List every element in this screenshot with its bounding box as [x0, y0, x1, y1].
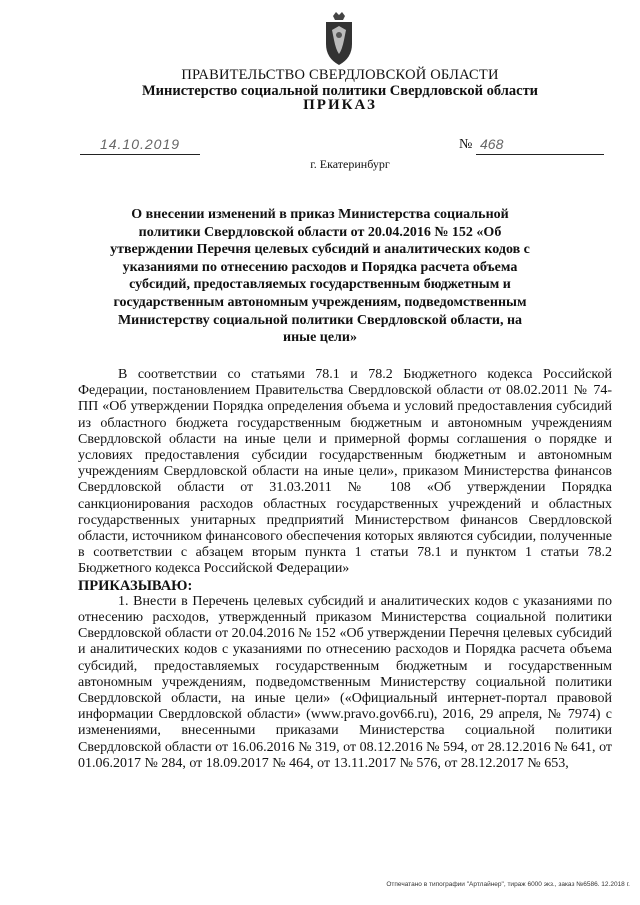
document-body [78, 367, 612, 772]
government-name: ПРАВИТЕЛЬСТВО СВЕРДЛОВСКОЙ ОБЛАСТИ [181, 67, 499, 83]
print-footer: Отпечатано в типографии "Артлайнер", тираж 6000 экз., заказ №6586. 12.2018 г. [386, 881, 630, 888]
order-date: 14.10.2019 [80, 134, 200, 155]
preamble-paragraph: В соответствии со статьями 78.1 и 78.2 Бюджетного кодекса Российской Федерации, постановлением Правительства Свердловской области от 08.02.2011 № 74-ПП «Об утверждении Порядка определения объема и условий предоставления субсидий из областного бюджета государственным бюджетным и автономным учреждениям Свердловской области на иные цели и примерной формы соглашения о порядке и условиях предоставления субсидии государственным бюджетным и автономным учреждениям Свердловской области на иные цели», приказом Министерства финансов Свердловской области от 31.03.2011 № 108 «Об утверждении Порядка санкционирования расходов областных государственных учреждений и областных государственных унитарных предприятий Министерством финансов Свердловской области, источником финансового обеспечения которых являются субсидии, полученные в соответствии с абзацем вторым пункта 1 статьи 78.1 и пунктом 1 статьи 78.2 Бюджетного кодекса Российской Федерации» [78, 367, 612, 577]
city: г. Екатеринбург [310, 157, 390, 171]
order-keyword: ПРИКАЗЫВАЮ: [78, 577, 193, 594]
item-1-paragraph: 1. Внести в Перечень целевых субсидий и аналитических кодов с указаниями по отнесению расходов, утвержденный приказом Министерства социальной политики Свердловской области от 20.04.2016 № 152 «Об утверждении Перечня целевых субсидий и аналитических кодов с указаниями по отнесению расходов и Порядка расчета объема субсидий, предоставляемых государственным бюджетным и государственным автономным учреждениям, подведомственным Министерству социальной политики Свердловской области, на иные цели» («Официальный интернет-портал правовой информации Свердловской области» (www.pravo.gov66.ru), 2016, 29 апреля, № 7974) с изменениями, внесенными приказами Министерства социальной политики Свердловской области от 16.06.2016 № 319, от 08.12.2016 № 594, от 28.12.2016 № 641, от 01.06.2017 № 284, от 18.09.2017 № 464, от 13.11.2017 № 576, от 28.12.2017 № 653, [78, 593, 612, 771]
document-title: О внесении изменений в приказ Министерства социальной политики Свердловской области от 20.04.2016 № 152 «Об утверждении Перечня целевых субсидий и аналитических кодов с указаниями по отнесению расходов и Порядка расчета объема субсидий, предоставляемых государственным бюджетным и государственным автономным учреждениям, подведомственным Министерству социальной политики Свердловской области, на иные цели» [110, 207, 530, 346]
document-type: ПРИКАЗ [303, 97, 377, 113]
ministry-name: Министерство социальной политики Свердловской области [141, 83, 539, 99]
number-label: № [459, 137, 473, 152]
order-number: 468 [476, 134, 604, 155]
coat-of-arms-icon [316, 10, 362, 68]
